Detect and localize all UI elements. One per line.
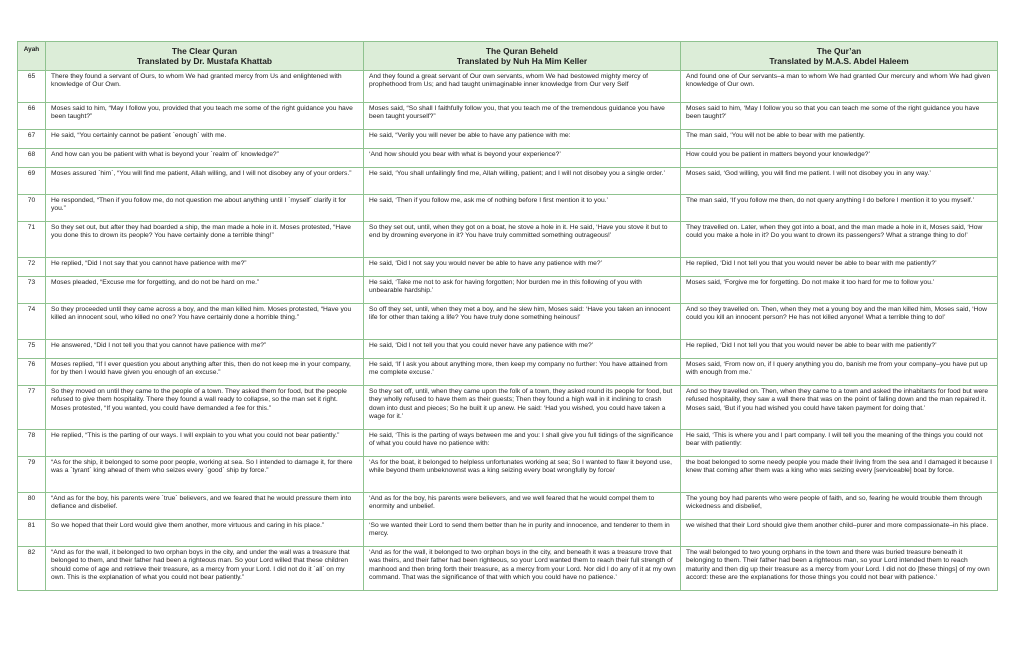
ayah-number: 78 [18,430,46,457]
abdel-haleem-text: The wall belonged to two young orphans in the town and there was buried treasure beneath it belonging to them. Their father had been a righteous man, so your Lord intended them to reach maturity and then dig up their treasure as a mercy from your Lord. I did not do [these things] of my own accord: these are the explanations for those things you could not bear with patience.’ [681,547,998,591]
abdel-haleem-text: How could you be patient in matters beyond your knowledge?’ [681,149,998,168]
header-row [18,42,998,71]
table-row [18,520,998,547]
column-title: The Clear Quran [171,46,238,56]
ayah-number: 74 [18,304,46,340]
ayah-number: 65 [18,71,46,103]
clear-quran-text: Moses pleaded, “Excuse me for forgetting, and do not be hard on me.” [46,277,364,304]
ayah-number: 79 [18,457,46,493]
clear-quran-text: So they proceeded until they came across a boy, and the man killed him. Moses protested, “Have you killed an innocent soul, who killed no one? You have certainly done a horrible thing.” [46,304,364,340]
abdel-haleem-text: Moses said, ‘God willing, you will find me patient. I will not disobey you in any way.’ [681,168,998,195]
table-row [18,277,998,304]
ayah-number: 66 [18,103,46,130]
clear-quran-text: He responded, “Then if you follow me, do not question me about anything until I `myself` clarify it for you.” [46,195,364,222]
clear-quran-text: He said, “You certainly cannot be patient `enough` with me. [46,130,364,149]
table-row [18,457,998,493]
ayah-number: 72 [18,258,46,277]
column-translator: Translated by M.A.S. Abdel Haleem [769,56,909,66]
column-translator: Translated by Nuh Ha Mim Keller [456,56,588,66]
abdel-haleem-text: He replied, ‘Did I not tell you that you would never be able to bear with me patiently?’ [681,340,998,359]
abdel-haleem-column-header [681,42,998,71]
ayah-number: 69 [18,168,46,195]
table-row [18,149,998,168]
abdel-haleem-text: He replied, ‘Did I not tell you that you would never be able to bear with me patiently?’ [681,258,998,277]
table-row [18,103,998,130]
abdel-haleem-text: The young boy had parents who were people of faith, and so, fearing he would trouble them through wickedness and disbelief, [681,493,998,520]
abdel-haleem-text: He said, ‘This is where you and I part company. I will tell you the meaning of the things you could not bear with patiently: [681,430,998,457]
ayah-number: 76 [18,359,46,386]
clear-quran-text: “As for the ship, it belonged to some poor people, working at sea. So I intended to damage it, for there was a `tyrant` king ahead of them who seizes every `good` ship by force.” [46,457,364,493]
table-row [18,304,998,340]
clear-quran-text: Moses replied, “If I ever question you about anything after this, then do not keep me in your company, for by then I would have given you enough of an excuse.” [46,359,364,386]
clear-quran-text: “And as for the boy, his parents were `true` believers, and we feared that he would pressure them into defiance and disbelief. [46,493,364,520]
quran-beheld-text: He said, ‘Then if you follow me, ask me of nothing before I first mention it to you.’ [364,195,681,222]
quran-beheld-text: ‘So we wanted their Lord to send them better than he in purity and innocence, and tenderer to them in mercy. [364,520,681,547]
quran-beheld-text: So off they set, until, when they met a boy, and he slew him, Moses said: ‘Have you taken an innocent life for other than taking a life? You have truly done something heinous!’ [364,304,681,340]
table-row [18,340,998,359]
ayah-number: 71 [18,222,46,258]
clear-quran-text: Moses assured `him`, “You will find me patient, Allah willing, and I will not disobey any of your orders.” [46,168,364,195]
abdel-haleem-text: Moses said to him, ‘May I follow you so that you can teach me some of the right guidance you have been taught?’ [681,103,998,130]
clear-quran-text: “And as for the wall, it belonged to two orphan boys in the city, and under the wall was a treasure that belonged to them, and their father had been a righteous man. So your Lord willed that these children should come of age and retrieve their treasure, as a mercy from your Lord. I did not do it `all` on my own. This is the explanation of what you could not bear patiently.” [46,547,364,591]
table-row [18,386,998,430]
ayah-number: 73 [18,277,46,304]
abdel-haleem-text: the boat belonged to some needy people you made their living from the sea and I damaged it because I knew that coming after them was a king who was seizing every [serviceable] boat by force. [681,457,998,493]
ayah-number: 67 [18,130,46,149]
quran-beheld-column-header [364,42,681,71]
quran-beheld-text: He said, ‘If I ask you about anything more, then keep my company no further: You have attained from me complete excuse.’ [364,359,681,386]
quran-beheld-text: He said, ‘Take me not to ask for having forgotten; Nor burden me in this following of you with unbearable hardship.’ [364,277,681,304]
abdel-haleem-text: And so they travelled on. Then, when they came to a town and asked the inhabitants for food but were refused hospitality, they saw a wall there that was on the point of falling down and the man repaired it. Moses said, ‘But if you had wished you could have taken payment for doing that.’ [681,386,998,430]
ayah-column-header: Ayah [18,42,46,71]
table-row [18,130,998,149]
table-row [18,222,998,258]
table-row [18,195,998,222]
ayah-number: 68 [18,149,46,168]
table-row [18,168,998,195]
quran-beheld-text: Moses said, “So shall I faithfully follow you, that you teach me of the tremendous guidance you have been taught yourself?” [364,103,681,130]
ayah-number: 81 [18,520,46,547]
table-row [18,258,998,277]
table-row [18,430,998,457]
clear-quran-text: He replied, “Did I not say that you cannot have patience with me?” [46,258,364,277]
ayah-number: 80 [18,493,46,520]
ayah-number: 75 [18,340,46,359]
table-row [18,493,998,520]
column-title: The Quran Beheld [485,46,559,56]
abdel-haleem-text: The man said, ‘If you follow me then, do not query anything I do before I mention it to you myself.’ [681,195,998,222]
abdel-haleem-text: Moses said, ‘From now on, if I query anything you do, banish me from your company–you have put up with enough from me.’ [681,359,998,386]
abdel-haleem-text: we wished that their Lord should give them another child–purer and more compassionate–in his place. [681,520,998,547]
table-row [18,71,998,103]
clear-quran-text: So they set out, but after they had boarded a ship, the man made a hole in it. Moses protested, “Have you done this to drown its people? You have certainly done a terrible thing!” [46,222,364,258]
quran-beheld-text: And they found a great servant of Our own servants, whom We had bestowed mighty mercy of prophethood from Us; and had taught unimaginable inner knowledge from Our very Self [364,71,681,103]
quran-beheld-text: He said, ‘Did I not say you would never be able to have any patience with me?’ [364,258,681,277]
abdel-haleem-text: They travelled on. Later, when they got into a boat, and the man made a hole in it, Moses said, ‘How could you make a hole in it? Do you want to drown its passengers? What a strange thing to do!’ [681,222,998,258]
table-row [18,547,998,591]
quran-beheld-text: ‘And how should you bear with what is beyond your experience?’ [364,149,681,168]
clear-quran-column-header [46,42,364,71]
quran-beheld-text: ‘And as for the boy, his parents were believers, and we well feared that he would compel them to enormity and unbelief. [364,493,681,520]
ayah-number: 82 [18,547,46,591]
column-title: The Qur’an [816,46,862,56]
quran-beheld-text: He said, “Verily you will never be able to have any patience with me: [364,130,681,149]
abdel-haleem-text: Moses said, ‘Forgive me for forgetting. Do not make it too hard for me to follow you.’ [681,277,998,304]
translation-table [17,41,998,591]
quran-beheld-text: So they set out, until, when they got on a boat, he stove a hole in it. He said, ‘Have you stove it but to end by drowning everyone in it? You have truly committed something outrageous!’ [364,222,681,258]
quran-beheld-text: ‘And as for the wall, it belonged to two orphan boys in the city, and beneath it was a treasure trove that was theirs, and their father had been righteous, so your Lord wanted them to reach their full strength of manhood and then bring forth their treasure, as a mercy from your Lord. Nor did I do any of it at my own command. That was the significance of that with which you could have no patience.’ [364,547,681,591]
clear-quran-text: Moses said to him, “May I follow you, provided that you teach me some of the right guidance you have been taught?” [46,103,364,130]
quran-beheld-text: So they set off, until, when they came upon the folk of a town, they asked round its people for food, but they wholly refused to have them as their guests; Then they found a high wall in it inclining to crash down into dust and pieces; So he built it up anew. He said: ‘Had you wished, you could have taken a wage for it.’ [364,386,681,430]
clear-quran-text: He replied, “This is the parting of our ways. I will explain to you what you could not bear patiently.” [46,430,364,457]
quran-beheld-text: He said, ‘This is the parting of ways between me and you: I shall give you full tidings of the significance of what you could have no patience with: [364,430,681,457]
abdel-haleem-text: The man said, ‘You will not be able to bear with me patiently. [681,130,998,149]
clear-quran-text: So they moved on until they came to the people of a town. They asked them for food, but the people refused to give them hospitality. There they found a wall ready to collapse, so the man set it right. Moses protested, “If you wanted, you could have demanded a fee for this.” [46,386,364,430]
clear-quran-text: So we hoped that their Lord would give them another, more virtuous and caring in his place.” [46,520,364,547]
quran-beheld-text: He said, ‘You shall unfailingly find me, Allah willing, patient; and I will not disobey you a single order.’ [364,168,681,195]
clear-quran-text: He answered, “Did I not tell you that you cannot have patience with me?” [46,340,364,359]
abdel-haleem-text: And so they travelled on. Then, when they met a young boy and the man killed him, Moses said, ‘How could you kill an innocent person? He has not killed anyone! What a terrible thing to do!’ [681,304,998,340]
clear-quran-text: There they found a servant of Ours, to whom We had granted mercy from Us and enlightened with knowledge of Our Own. [46,71,364,103]
column-translator: Translated by Dr. Mustafa Khattab [137,56,272,66]
ayah-number: 70 [18,195,46,222]
ayah-number: 77 [18,386,46,430]
clear-quran-text: And how can you be patient with what is beyond your `realm of` knowledge?” [46,149,364,168]
quran-beheld-text: He said, ‘Did I not tell you that you could never have any patience with me?’ [364,340,681,359]
table-row [18,359,998,386]
quran-beheld-text: ‘As for the boat, it belonged to helpless unfortunates working at sea; So I wanted to flaw it beyond use, while beyond them unbeknownst was a king seizing every boat wrongfully by force/ [364,457,681,493]
abdel-haleem-text: And found one of Our servants–a man to whom We had granted Our mercury and whom We had given knowledge of Our own. [681,71,998,103]
